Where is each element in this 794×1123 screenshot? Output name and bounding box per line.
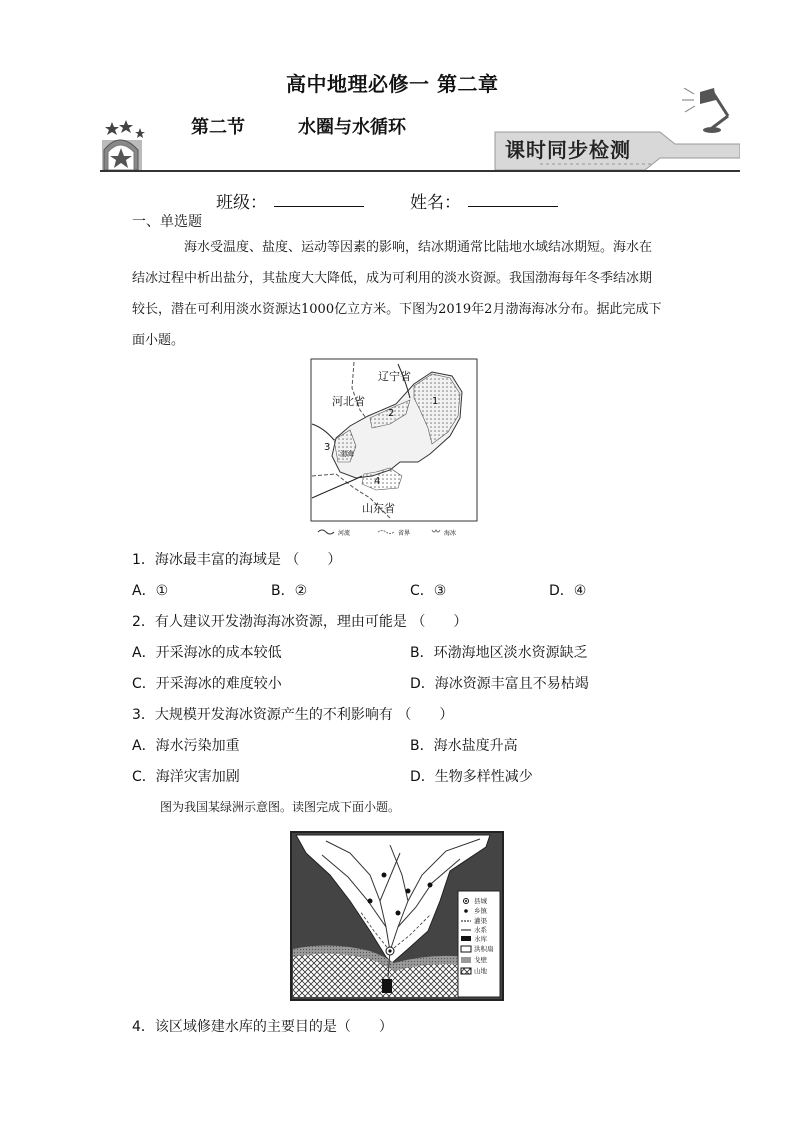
q3-option-c[interactable]: C．海洋灾害加剧 bbox=[132, 769, 240, 785]
section-heading: 一、单选题 bbox=[132, 214, 202, 230]
q2-option-a[interactable]: A．开采海冰的成本较低 bbox=[132, 645, 282, 661]
legend-ice: 海冰 bbox=[444, 530, 457, 537]
label-area-2: 2 bbox=[388, 408, 395, 419]
label-bohai: 渤海 bbox=[340, 450, 354, 458]
label-liaoning: 辽宁省 bbox=[378, 370, 411, 383]
legend-mountain: 山地 bbox=[474, 967, 487, 975]
legend-river: 河流 bbox=[338, 530, 351, 537]
q2-option-d[interactable]: D．海冰资源丰富且不易枯竭 bbox=[410, 676, 589, 692]
legend-reservoir: 水库 bbox=[474, 935, 487, 943]
legend-town: 乡镇 bbox=[474, 907, 487, 915]
label-hebei: 河北省 bbox=[332, 395, 365, 408]
star-icon bbox=[135, 128, 145, 138]
section-name: 水圈与水循环 bbox=[298, 117, 406, 138]
class-field[interactable] bbox=[274, 206, 364, 207]
name-label: 姓名： bbox=[410, 193, 461, 213]
legend-canal: 灌渠 bbox=[474, 917, 487, 925]
legend-river-system: 水系 bbox=[474, 926, 487, 934]
legend-alluvial-fan: 洪积扇 bbox=[474, 945, 494, 953]
label-shandong: 山东省 bbox=[362, 502, 395, 515]
legend-gobi: 戈壁 bbox=[474, 956, 487, 964]
lamp-icon bbox=[682, 88, 728, 133]
legend-border: 省界 bbox=[398, 530, 411, 537]
question-3-stem: 3．大规模开发海冰资源产生的不利影响有 （ ） bbox=[132, 707, 454, 723]
class-label: 班级： bbox=[216, 193, 267, 213]
passage-1: 海水受温度、盐度、运动等因素的影响，结冰期通常比陆地水域结冰期短。海水在结冰过程中析出盐分，其盐度大大降低，成为可利用的淡水资源。我国渤海每年冬季结冰期较长，潜在可利用淡水资源达1000亿立方米。下图为2019年2月渤海海冰分布。据此完成下面小题。 bbox=[132, 240, 662, 348]
q3-option-d[interactable]: D．生物多样性减少 bbox=[410, 769, 533, 785]
legend-county: 县城 bbox=[474, 897, 487, 905]
q1-option-c[interactable]: C．③ bbox=[410, 583, 447, 599]
question-4-stem: 4．该区域修建水库的主要目的是（ ） bbox=[132, 1019, 393, 1035]
banner-text: 课时同步检测 bbox=[505, 138, 631, 162]
border-legend-icon bbox=[378, 531, 394, 534]
q1-option-b[interactable]: B．② bbox=[271, 583, 308, 599]
q1-option-d[interactable]: D．④ bbox=[549, 583, 587, 599]
q3-option-b[interactable]: B．海水盐度升高 bbox=[410, 738, 518, 754]
river-legend-icon bbox=[318, 530, 334, 534]
oasis-map bbox=[290, 831, 504, 1001]
question-2-stem: 2．有人建议开发渤海海冰资源，理由可能是 （ ） bbox=[132, 614, 468, 630]
star-icon bbox=[105, 122, 119, 135]
q2-option-b[interactable]: B．环渤海地区淡水资源缺乏 bbox=[410, 645, 588, 661]
page-title: 高中地理必修一 第二章 bbox=[286, 72, 499, 96]
section-number: 第二节 bbox=[191, 117, 245, 138]
q3-option-a[interactable]: A．海水污染加重 bbox=[132, 738, 240, 754]
name-field[interactable] bbox=[468, 206, 558, 207]
star-icon bbox=[119, 120, 133, 133]
q2-option-c[interactable]: C．开采海冰的难度较小 bbox=[132, 676, 282, 692]
ice-legend-icon bbox=[432, 530, 440, 532]
q1-option-a[interactable]: A．① bbox=[132, 583, 169, 599]
bohai-sea-ice-map bbox=[310, 358, 478, 540]
question-1-stem: 1．海冰最丰富的海域是 （ ） bbox=[132, 552, 342, 568]
header-divider bbox=[100, 170, 740, 172]
label-area-1: 1 bbox=[432, 396, 439, 407]
passage-2: 图为我国某绿洲示意图。读图完成下面小题。 bbox=[160, 800, 401, 814]
label-area-4: 4 bbox=[374, 476, 381, 487]
label-area-3: 3 bbox=[324, 442, 331, 453]
